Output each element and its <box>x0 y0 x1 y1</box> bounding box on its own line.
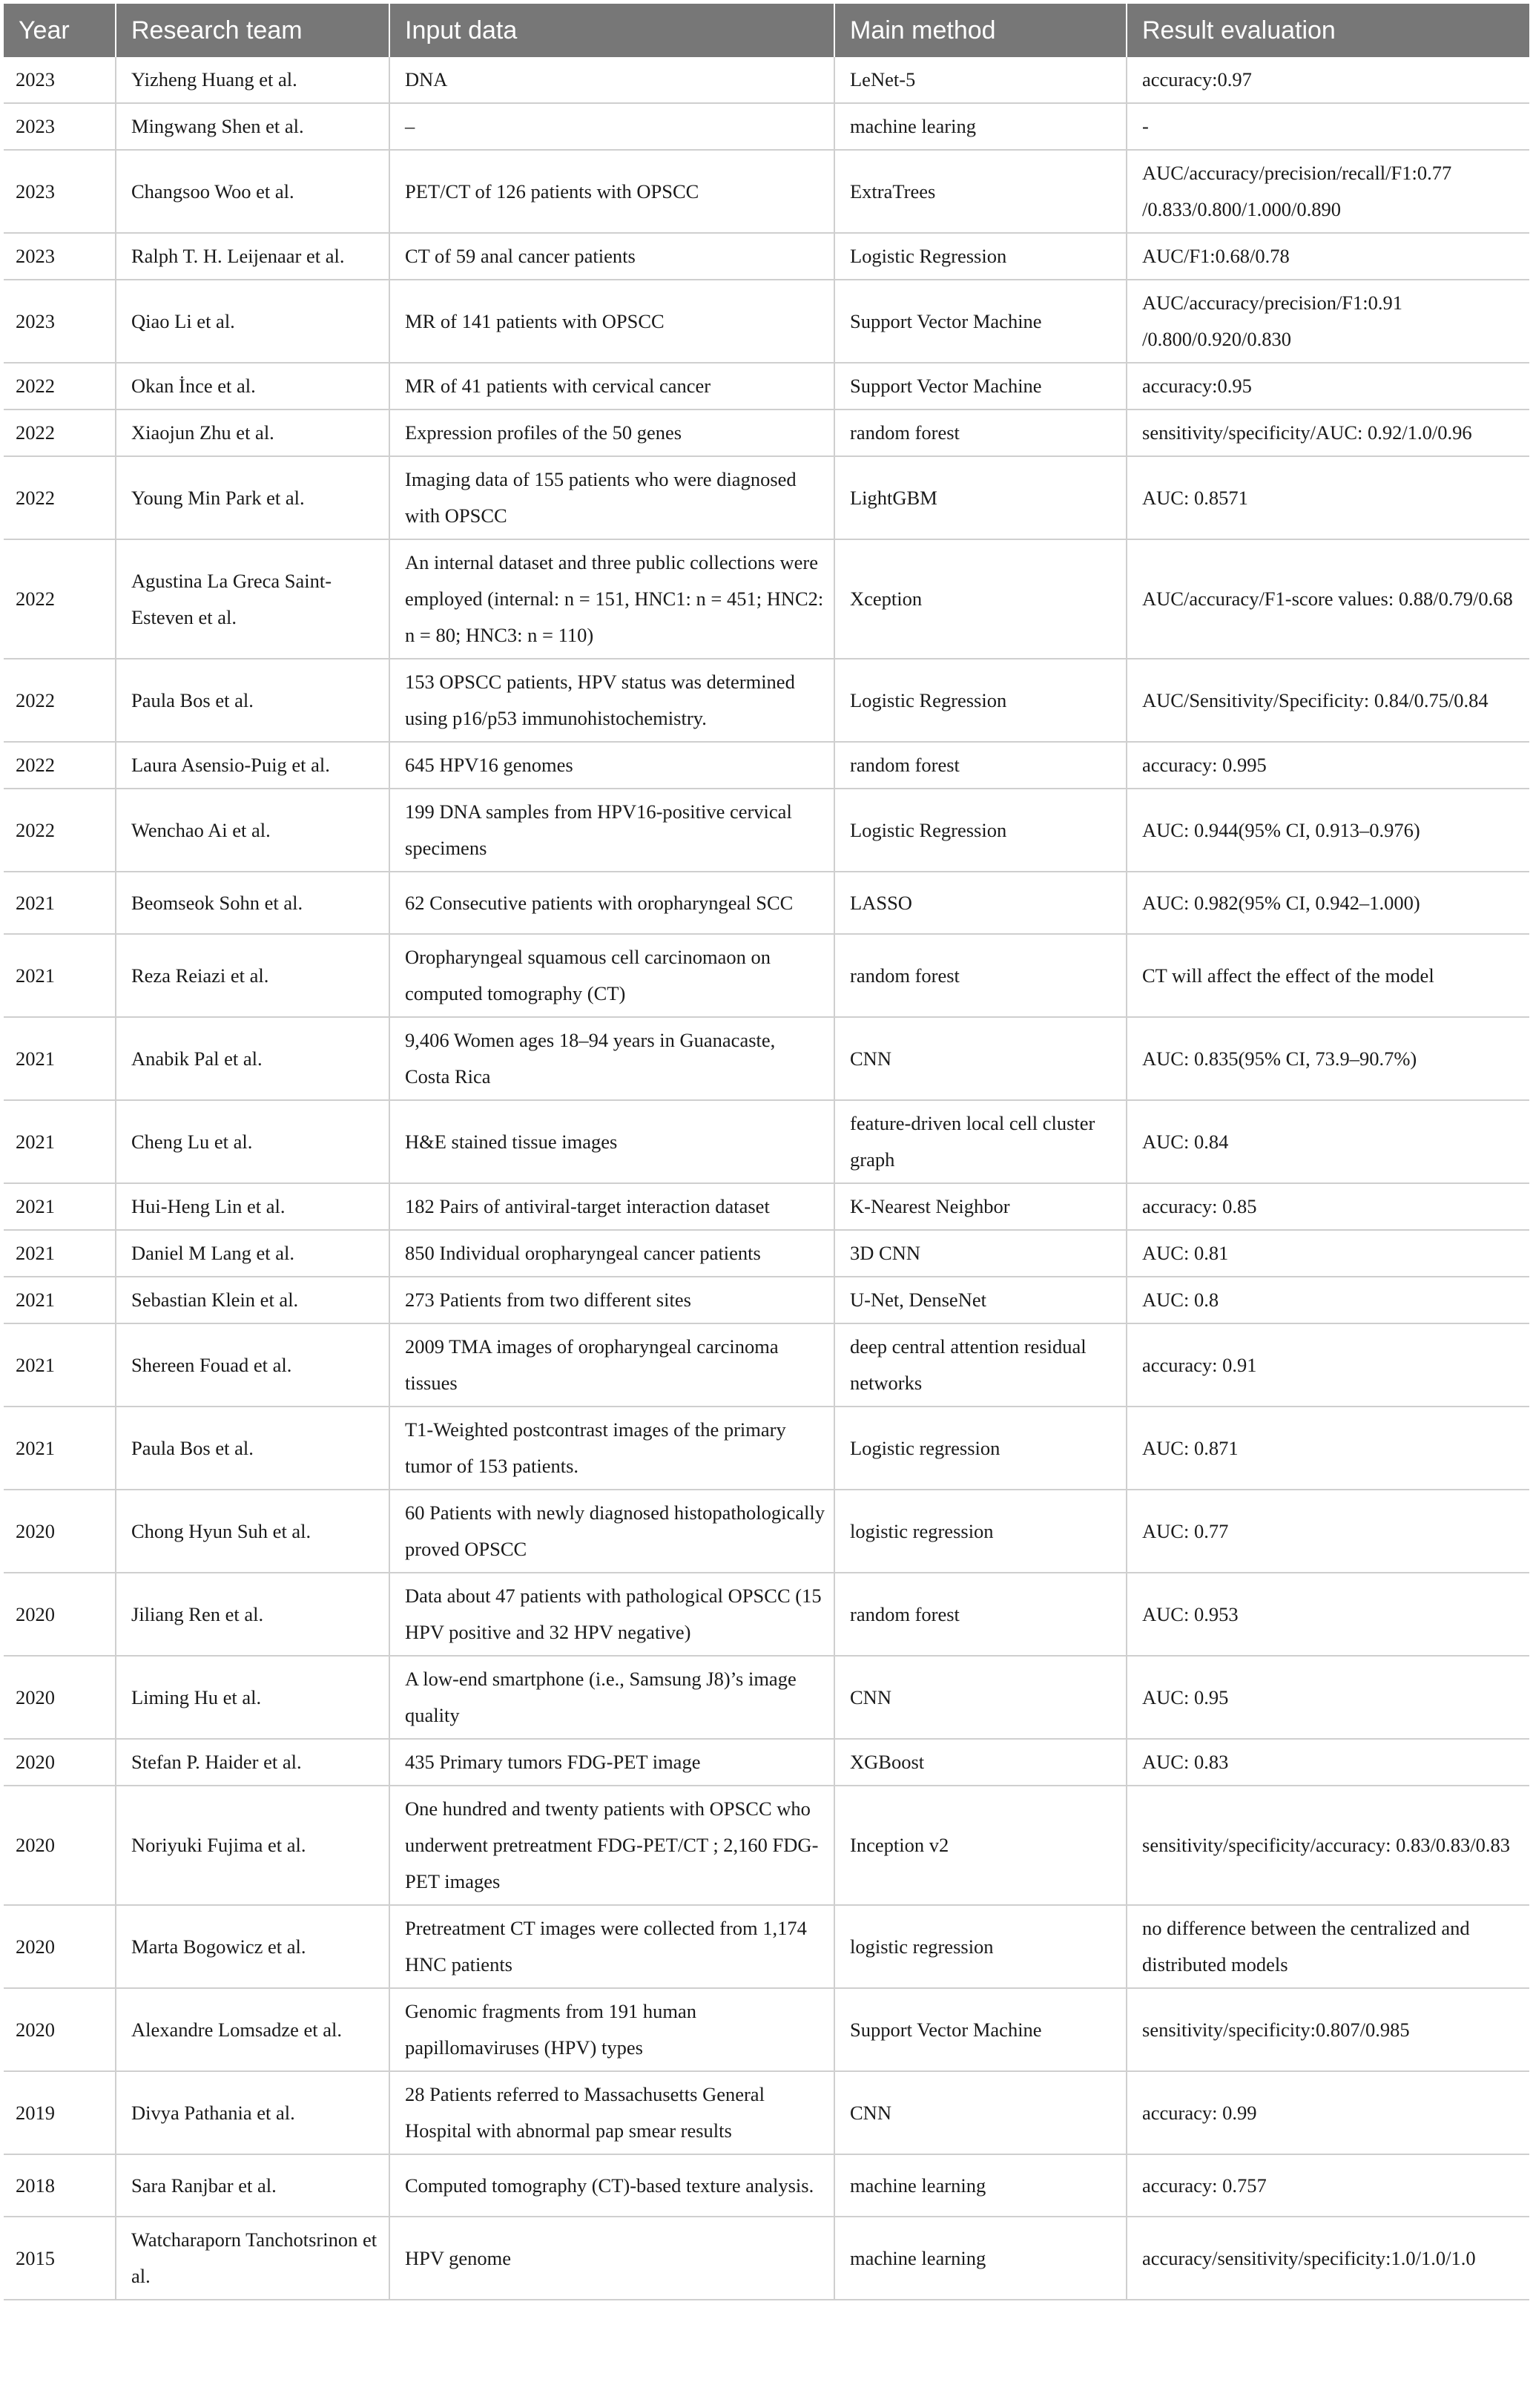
input-data-cell: MR of 141 patients with OPSCC <box>389 280 834 363</box>
year-cell: 2022 <box>4 363 116 409</box>
table-row <box>4 363 1529 409</box>
result-cell: sensitivity/specificity/accuracy: 0.83/0.83/0.83 <box>1127 1786 1529 1905</box>
team-cell: Paula Bos et al. <box>116 659 389 742</box>
method-cell: Inception v2 <box>834 1786 1127 1905</box>
input-data-cell: A low-end smartphone (i.e., Samsung J8)’s image quality <box>389 1656 834 1739</box>
input-data-cell: 153 OPSCC patients, HPV status was determined using p16/p53 immunohistochemistry. <box>389 659 834 742</box>
method-cell: Support Vector Machine <box>834 280 1127 363</box>
input-data-cell: PET/CT of 126 patients with OPSCC <box>389 150 834 233</box>
year-cell: 2022 <box>4 789 116 872</box>
input-data-cell: Imaging data of 155 patients who were diagnosed with OPSCC <box>389 456 834 539</box>
table-row <box>4 1323 1529 1407</box>
team-cell: Chong Hyun Suh et al. <box>116 1490 389 1573</box>
table-row <box>4 150 1529 233</box>
input-data-cell: DNA <box>389 57 834 103</box>
input-data-cell: 199 DNA samples from HPV16-positive cervical specimens <box>389 789 834 872</box>
table-row <box>4 1490 1529 1573</box>
team-cell: Xiaojun Zhu et al. <box>116 409 389 456</box>
result-cell: AUC: 0.83 <box>1127 1739 1529 1786</box>
team-cell: Noriyuki Fujima et al. <box>116 1786 389 1905</box>
table-row <box>4 934 1529 1017</box>
table-row <box>4 233 1529 280</box>
year-cell: 2021 <box>4 1230 116 1277</box>
team-cell: Paula Bos et al. <box>116 1407 389 1490</box>
result-cell: CT will affect the effect of the model <box>1127 934 1529 1017</box>
result-cell: AUC: 0.8571 <box>1127 456 1529 539</box>
team-cell: Qiao Li et al. <box>116 280 389 363</box>
team-cell: Liming Hu et al. <box>116 1656 389 1739</box>
header-input-data: Input data <box>389 4 834 57</box>
method-cell: Xception <box>834 539 1127 659</box>
year-cell: 2020 <box>4 1739 116 1786</box>
method-cell: XGBoost <box>834 1739 1127 1786</box>
team-cell: Yizheng Huang et al. <box>116 57 389 103</box>
table-row <box>4 1656 1529 1739</box>
result-cell: sensitivity/specificity:0.807/0.985 <box>1127 1988 1529 2071</box>
result-cell: AUC/accuracy/precision/F1:0.91 /0.800/0.920/0.830 <box>1127 280 1529 363</box>
input-data-cell: – <box>389 103 834 150</box>
result-cell: accuracy: 0.757 <box>1127 2154 1529 2217</box>
input-data-cell: CT of 59 anal cancer patients <box>389 233 834 280</box>
method-cell: ExtraTrees <box>834 150 1127 233</box>
result-cell: accuracy:0.95 <box>1127 363 1529 409</box>
year-cell: 2018 <box>4 2154 116 2217</box>
year-cell: 2021 <box>4 934 116 1017</box>
table-row <box>4 1905 1529 1988</box>
year-cell: 2015 <box>4 2217 116 2300</box>
year-cell: 2021 <box>4 1277 116 1323</box>
table-row <box>4 1407 1529 1490</box>
team-cell: Reza Reiazi et al. <box>116 934 389 1017</box>
method-cell: Support Vector Machine <box>834 1988 1127 2071</box>
method-cell: logistic regression <box>834 1490 1127 1573</box>
table-row <box>4 539 1529 659</box>
method-cell: LASSO <box>834 872 1127 934</box>
table-row <box>4 872 1529 934</box>
result-cell: AUC/F1:0.68/0.78 <box>1127 233 1529 280</box>
team-cell: Hui-Heng Lin et al. <box>116 1183 389 1230</box>
result-cell: - <box>1127 103 1529 150</box>
team-cell: Watcharaporn Tanchotsrinon et al. <box>116 2217 389 2300</box>
team-cell: Shereen Fouad et al. <box>116 1323 389 1407</box>
table-row <box>4 742 1529 789</box>
input-data-cell: 62 Consecutive patients with oropharyngeal SCC <box>389 872 834 934</box>
result-cell: AUC/accuracy/precision/recall/F1:0.77 /0.833/0.800/1.000/0.890 <box>1127 150 1529 233</box>
year-cell: 2022 <box>4 409 116 456</box>
method-cell: machine learing <box>834 103 1127 150</box>
input-data-cell: 273 Patients from two different sites <box>389 1277 834 1323</box>
table-row <box>4 103 1529 150</box>
year-cell: 2020 <box>4 1656 116 1739</box>
team-cell: Jiliang Ren et al. <box>116 1573 389 1656</box>
result-cell: AUC/accuracy/F1-score values: 0.88/0.79/0.68 <box>1127 539 1529 659</box>
method-cell: Logistic Regression <box>834 659 1127 742</box>
year-cell: 2021 <box>4 1017 116 1100</box>
result-cell: AUC: 0.8 <box>1127 1277 1529 1323</box>
method-cell: K-Nearest Neighbor <box>834 1183 1127 1230</box>
result-cell: accuracy:0.97 <box>1127 57 1529 103</box>
team-cell: Cheng Lu et al. <box>116 1100 389 1183</box>
team-cell: Mingwang Shen et al. <box>116 103 389 150</box>
input-data-cell: Oropharyngeal squamous cell carcinomaon on computed tomography (CT) <box>389 934 834 1017</box>
result-cell: accuracy: 0.85 <box>1127 1183 1529 1230</box>
input-data-cell: H&E stained tissue images <box>389 1100 834 1183</box>
method-cell: LightGBM <box>834 456 1127 539</box>
year-cell: 2020 <box>4 1490 116 1573</box>
method-cell: CNN <box>834 1017 1127 1100</box>
table-row <box>4 1573 1529 1656</box>
method-cell: feature-driven local cell cluster graph <box>834 1100 1127 1183</box>
year-cell: 2023 <box>4 233 116 280</box>
year-cell: 2023 <box>4 57 116 103</box>
team-cell: Sara Ranjbar et al. <box>116 2154 389 2217</box>
method-cell: random forest <box>834 934 1127 1017</box>
year-cell: 2020 <box>4 1573 116 1656</box>
header-year: Year <box>4 4 116 57</box>
table-row <box>4 789 1529 872</box>
table-body <box>4 57 1529 2300</box>
input-data-cell: 435 Primary tumors FDG-PET image <box>389 1739 834 1786</box>
header-research-team: Research team <box>116 4 389 57</box>
result-cell: AUC: 0.84 <box>1127 1100 1529 1183</box>
input-data-cell: One hundred and twenty patients with OPSCC who underwent pretreatment FDG-PET/CT ; 2,160 FDG-PET images <box>389 1786 834 1905</box>
year-cell: 2023 <box>4 150 116 233</box>
year-cell: 2021 <box>4 1100 116 1183</box>
table-header <box>4 4 1529 57</box>
team-cell: Stefan P. Haider et al. <box>116 1739 389 1786</box>
result-cell: AUC: 0.77 <box>1127 1490 1529 1573</box>
input-data-cell: 182 Pairs of antiviral-target interaction dataset <box>389 1183 834 1230</box>
header-main-method: Main method <box>834 4 1127 57</box>
table-row <box>4 2154 1529 2217</box>
table-row <box>4 1017 1529 1100</box>
year-cell: 2021 <box>4 1183 116 1230</box>
table-row <box>4 659 1529 742</box>
team-cell: Daniel M Lang et al. <box>116 1230 389 1277</box>
year-cell: 2019 <box>4 2071 116 2154</box>
method-cell: deep central attention residual networks <box>834 1323 1127 1407</box>
research-table <box>4 4 1529 2300</box>
input-data-cell: 850 Individual oropharyngeal cancer patients <box>389 1230 834 1277</box>
year-cell: 2021 <box>4 1323 116 1407</box>
table-row <box>4 456 1529 539</box>
year-cell: 2022 <box>4 659 116 742</box>
method-cell: logistic regression <box>834 1905 1127 1988</box>
team-cell: Young Min Park et al. <box>116 456 389 539</box>
input-data-cell: 28 Patients referred to Massachusetts General Hospital with abnormal pap smear results <box>389 2071 834 2154</box>
table-row <box>4 1988 1529 2071</box>
team-cell: Wenchao Ai et al. <box>116 789 389 872</box>
method-cell: machine learning <box>834 2217 1127 2300</box>
table-row <box>4 1183 1529 1230</box>
method-cell: machine learning <box>834 2154 1127 2217</box>
team-cell: Laura Asensio-Puig et al. <box>116 742 389 789</box>
team-cell: Anabik Pal et al. <box>116 1017 389 1100</box>
result-cell: AUC: 0.982(95% CI, 0.942–1.000) <box>1127 872 1529 934</box>
input-data-cell: 645 HPV16 genomes <box>389 742 834 789</box>
table-row <box>4 2071 1529 2154</box>
result-cell: no difference between the centralized and distributed models <box>1127 1905 1529 1988</box>
table-row <box>4 409 1529 456</box>
result-cell: accuracy: 0.99 <box>1127 2071 1529 2154</box>
input-data-cell: MR of 41 patients with cervical cancer <box>389 363 834 409</box>
input-data-cell: Pretreatment CT images were collected from 1,174 HNC patients <box>389 1905 834 1988</box>
table-row <box>4 2217 1529 2300</box>
method-cell: Logistic Regression <box>834 233 1127 280</box>
header-result-evaluation: Result evaluation <box>1127 4 1529 57</box>
input-data-cell: 2009 TMA images of oropharyngeal carcinoma tissues <box>389 1323 834 1407</box>
result-cell: AUC: 0.944(95% CI, 0.913–0.976) <box>1127 789 1529 872</box>
input-data-cell: HPV genome <box>389 2217 834 2300</box>
method-cell: U-Net, DenseNet <box>834 1277 1127 1323</box>
year-cell: 2021 <box>4 1407 116 1490</box>
result-cell: sensitivity/specificity/AUC: 0.92/1.0/0.96 <box>1127 409 1529 456</box>
result-cell: AUC/Sensitivity/Specificity: 0.84/0.75/0.84 <box>1127 659 1529 742</box>
table-row <box>4 57 1529 103</box>
team-cell: Divya Pathania et al. <box>116 2071 389 2154</box>
input-data-cell: Computed tomography (CT)-based texture analysis. <box>389 2154 834 2217</box>
year-cell: 2022 <box>4 742 116 789</box>
result-cell: AUC: 0.835(95% CI, 73.9–90.7%) <box>1127 1017 1529 1100</box>
year-cell: 2022 <box>4 456 116 539</box>
table-row <box>4 1739 1529 1786</box>
method-cell: Logistic regression <box>834 1407 1127 1490</box>
year-cell: 2023 <box>4 103 116 150</box>
result-cell: accuracy: 0.995 <box>1127 742 1529 789</box>
team-cell: Alexandre Lomsadze et al. <box>116 1988 389 2071</box>
result-cell: AUC: 0.81 <box>1127 1230 1529 1277</box>
method-cell: LeNet-5 <box>834 57 1127 103</box>
input-data-cell: 9,406 Women ages 18–94 years in Guanacaste, Costa Rica <box>389 1017 834 1100</box>
team-cell: Sebastian Klein et al. <box>116 1277 389 1323</box>
input-data-cell: Genomic fragments from 191 human papillomaviruses (HPV) types <box>389 1988 834 2071</box>
input-data-cell: T1-Weighted postcontrast images of the primary tumor of 153 patients. <box>389 1407 834 1490</box>
year-cell: 2023 <box>4 280 116 363</box>
table-row <box>4 1786 1529 1905</box>
year-cell: 2020 <box>4 1786 116 1905</box>
team-cell: Okan İnce et al. <box>116 363 389 409</box>
team-cell: Agustina La Greca Saint-Esteven et al. <box>116 539 389 659</box>
table-row <box>4 1100 1529 1183</box>
table-row <box>4 1277 1529 1323</box>
input-data-cell: Data about 47 patients with pathological OPSCC (15 HPV positive and 32 HPV negative) <box>389 1573 834 1656</box>
team-cell: Ralph T. H. Leijenaar et al. <box>116 233 389 280</box>
method-cell: Support Vector Machine <box>834 363 1127 409</box>
method-cell: random forest <box>834 742 1127 789</box>
result-cell: accuracy: 0.91 <box>1127 1323 1529 1407</box>
year-cell: 2022 <box>4 539 116 659</box>
method-cell: random forest <box>834 409 1127 456</box>
method-cell: random forest <box>834 1573 1127 1656</box>
method-cell: 3D CNN <box>834 1230 1127 1277</box>
team-cell: Marta Bogowicz et al. <box>116 1905 389 1988</box>
header-row <box>4 4 1529 57</box>
team-cell: Beomseok Sohn et al. <box>116 872 389 934</box>
result-cell: accuracy/sensitivity/specificity:1.0/1.0/1.0 <box>1127 2217 1529 2300</box>
method-cell: CNN <box>834 2071 1127 2154</box>
team-cell: Changsoo Woo et al. <box>116 150 389 233</box>
year-cell: 2021 <box>4 872 116 934</box>
result-cell: AUC: 0.871 <box>1127 1407 1529 1490</box>
input-data-cell: 60 Patients with newly diagnosed histopathologically proved OPSCC <box>389 1490 834 1573</box>
method-cell: Logistic Regression <box>834 789 1127 872</box>
year-cell: 2020 <box>4 1988 116 2071</box>
table-row <box>4 280 1529 363</box>
method-cell: CNN <box>834 1656 1127 1739</box>
result-cell: AUC: 0.95 <box>1127 1656 1529 1739</box>
input-data-cell: An internal dataset and three public collections were employed (internal: n = 151, HNC1: n = 451; HNC2: n = 80; HNC3: n = 110) <box>389 539 834 659</box>
table-row <box>4 1230 1529 1277</box>
result-cell: AUC: 0.953 <box>1127 1573 1529 1656</box>
year-cell: 2020 <box>4 1905 116 1988</box>
input-data-cell: Expression profiles of the 50 genes <box>389 409 834 456</box>
